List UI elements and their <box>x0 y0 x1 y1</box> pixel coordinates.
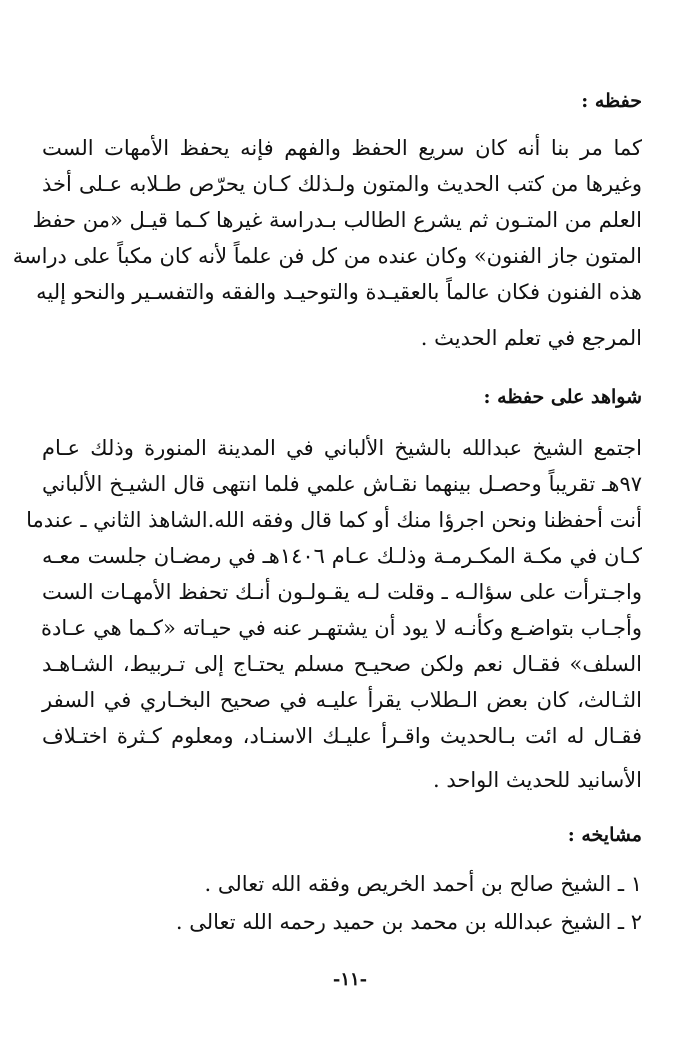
paragraph-line: العلم من المتـون ثم يشرع الطالب بـدراسة غيرها كـما قيـل «من حفظ <box>32 208 642 232</box>
paragraph-line: وأجـاب بتواضـع وكأنـه لا يود أن يشتهـر عنه في حيـاته «كـما هي عـادة <box>40 616 642 640</box>
paragraph-line: الثـالث، كان بعض الـطلاب يقرأ عليـه في صحيح البخـاري في السفر <box>42 688 642 712</box>
paragraph-line: الأسانيد للحديث الواحد . <box>432 768 642 792</box>
paragraph-line: المتون جاز الفنون» وكان عنده من كل فن علماً لأنه كان مكباً على دراسة <box>12 244 642 268</box>
paragraph-line: اجتمع الشيخ عبدالله بالشيخ الألباني في المدينة المنورة وذلك عـام <box>42 436 642 460</box>
paragraph-line: هذه الفنون فكان عالماً بالعقيـدة والتوحيـد والفقه والتفسـير والنحو إليه <box>36 280 642 304</box>
paragraph-line: ٩٧هـ تقريباً وحصـل بينهما نقـاش علمي فلما انتهى قال الشيـخ الألباني <box>42 472 642 496</box>
paragraph-line: كـان في مكـة المكـرمـة وذلـك عـام ١٤٠٦هـ في رمضـان جلست معـه <box>42 544 643 568</box>
paragraph-line: أنت أحفظنا ونحن اجرؤا منك أو كما قال وفقه الله.الشاهذ الثاني ـ عندما <box>26 508 642 532</box>
paragraph-line: المرجع في تعلم الحديث . <box>420 326 642 350</box>
paragraph-line: السلف» فقـال نعم ولكن صحيـح مسلم يحتـاج إلى تـربيط، الشـاهـد <box>42 652 642 676</box>
section-heading-memorization: حفظه : <box>581 90 642 112</box>
paragraph-line: كما مر بنا أنه كان سريع الحفظ والفهم فإنه يحفظ الأمهات الست <box>42 136 642 160</box>
paragraph-line: واجـترأت على سؤالـه ـ وقلت لـه يقـولـون أنـك تحفظ الأمهـات الست <box>42 580 642 604</box>
list-item: ٢ ـ الشيخ عبدالله بن محمد بن حميد رحمه الله تعالى . <box>175 910 642 934</box>
page-number: -١١- <box>332 969 368 990</box>
paragraph-line: فقـال له ائت بـالحديث واقـرأ عليـك الاسنـاد، ومعلوم كـثرة اختـلاف <box>42 724 642 748</box>
paragraph-line: وغيرها من كتب الحديث والمتون ولـذلك كـان يحرّص طـلابه عـلى أخذ <box>42 172 642 196</box>
section-heading-evidence: شواهد على حفظه : <box>483 386 642 408</box>
list-item: ١ ـ الشيخ صالح بن أحمد الخريص وفقه الله تعالى . <box>204 872 642 896</box>
section-heading-teachers: مشايخه : <box>567 824 642 846</box>
